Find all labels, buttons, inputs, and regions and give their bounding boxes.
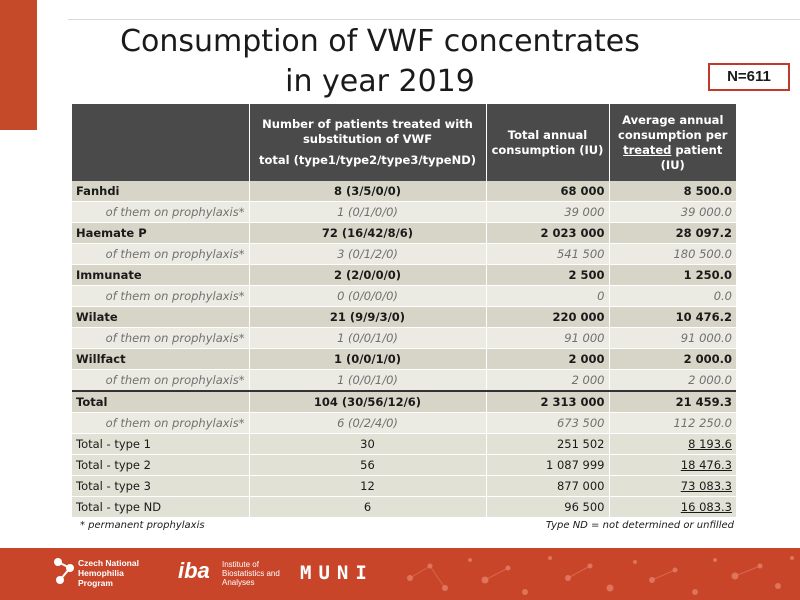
row-patients: 1 (0/0/1/0): [249, 370, 486, 392]
table-row: [72, 244, 736, 265]
table-row: [72, 307, 736, 328]
row-total: 2 000: [486, 370, 609, 392]
table-row: [72, 265, 736, 286]
row-label: Total - type 2: [72, 455, 249, 476]
row-patients: 104 (30/56/12/6): [249, 391, 486, 413]
row-label: Total - type 1: [72, 434, 249, 455]
row-label: Total - type ND: [72, 497, 249, 518]
row-average: 2 000.0: [609, 349, 736, 370]
row-total: 1 087 999: [486, 455, 609, 476]
row-patients: 2 (2/0/0/0): [249, 265, 486, 286]
n-badge: N=611: [708, 63, 790, 91]
header-patients: [249, 104, 486, 181]
dot-network-decoration: [390, 548, 800, 600]
table-row: [72, 455, 736, 476]
iba-logo-text: Institute of Biostatistics and Analyses: [222, 560, 280, 587]
row-patients: 1 (0/1/0/0): [249, 202, 486, 223]
table-row: [72, 497, 736, 518]
row-total: 68 000: [486, 181, 609, 202]
table-row: [72, 286, 736, 307]
row-average: 16 083.3: [609, 497, 736, 518]
row-total: 91 000: [486, 328, 609, 349]
row-average: 8 500.0: [609, 181, 736, 202]
iba-logo-mark: iba: [178, 558, 210, 583]
row-label: of them on prophylaxis*: [72, 202, 249, 223]
row-average: 10 476.2: [609, 307, 736, 328]
row-total: 2 023 000: [486, 223, 609, 244]
row-average: 28 097.2: [609, 223, 736, 244]
table-header-row: [72, 104, 736, 181]
title-line-2: in year 2019: [285, 64, 475, 99]
accent-block: [0, 0, 37, 130]
row-label: Willfact: [72, 349, 249, 370]
header-avg-pre: Average annual consumption per: [618, 112, 728, 142]
row-label: of them on prophylaxis*: [72, 328, 249, 349]
row-patients: 1 (0/0/1/0): [249, 349, 486, 370]
row-average: 2 000.0: [609, 370, 736, 392]
row-label: Haemate P: [72, 223, 249, 244]
table-row: [72, 181, 736, 202]
row-average: 39 000.0: [609, 202, 736, 223]
row-average: 91 000.0: [609, 328, 736, 349]
row-label: Total: [72, 391, 249, 413]
row-total: 673 500: [486, 413, 609, 434]
row-total: 877 000: [486, 476, 609, 497]
row-label: of them on prophylaxis*: [72, 244, 249, 265]
header-avg-post: patient (IU): [660, 142, 723, 172]
row-total: 2 000: [486, 349, 609, 370]
row-patients: 0 (0/0/0/0): [249, 286, 486, 307]
row-label: of them on prophylaxis*: [72, 370, 249, 392]
row-total: 2 500: [486, 265, 609, 286]
row-average: 18 476.3: [609, 455, 736, 476]
row-patients: 12: [249, 476, 486, 497]
top-rule: [68, 19, 800, 20]
row-total: 96 500: [486, 497, 609, 518]
row-label: Total - type 3: [72, 476, 249, 497]
row-average: 73 083.3: [609, 476, 736, 497]
table-row: [72, 413, 736, 434]
cnhp-logo-text: Czech National Hemophilia Program: [78, 558, 139, 588]
molecule-icon: [52, 556, 76, 586]
row-average: 0.0: [609, 286, 736, 307]
row-label: Immunate: [72, 265, 249, 286]
row-label: of them on prophylaxis*: [72, 286, 249, 307]
row-patients: 8 (3/5/0/0): [249, 181, 486, 202]
cnhp-logo: [52, 556, 172, 592]
header-product: [72, 104, 249, 181]
table-row: [72, 223, 736, 244]
row-patients: 6: [249, 497, 486, 518]
row-patients: 1 (0/0/1/0): [249, 328, 486, 349]
footnote-prophylaxis: * permanent prophylaxis: [80, 520, 205, 531]
row-average: 8 193.6: [609, 434, 736, 455]
iba-logo: [178, 554, 288, 594]
header-patients-line2: total (type1/type2/type3/typeND): [259, 153, 476, 167]
header-avg-underlined: treated: [623, 142, 672, 157]
row-patients: 56: [249, 455, 486, 476]
header-total-consumption: Total annual consumption (IU): [486, 104, 609, 181]
table-row: [72, 202, 736, 223]
table-row: [72, 328, 736, 349]
row-label: Wilate: [72, 307, 249, 328]
row-label: Fanhdi: [72, 181, 249, 202]
row-patients: 6 (0/2/4/0): [249, 413, 486, 434]
row-patients: 21 (9/9/3/0): [249, 307, 486, 328]
table-row: [72, 370, 736, 392]
row-patients: 3 (0/1/2/0): [249, 244, 486, 265]
table-row-total: [72, 391, 736, 413]
row-total: 251 502: [486, 434, 609, 455]
footer-bar: [0, 548, 800, 600]
table-row: [72, 476, 736, 497]
row-average: 21 459.3: [609, 391, 736, 413]
row-total: 2 313 000: [486, 391, 609, 413]
muni-logo: MUNI: [300, 562, 374, 584]
table-row: [72, 434, 736, 455]
row-average: 112 250.0: [609, 413, 736, 434]
consumption-table: [72, 104, 736, 518]
row-total: 541 500: [486, 244, 609, 265]
row-total: 220 000: [486, 307, 609, 328]
row-total: 39 000: [486, 202, 609, 223]
row-patients: 30: [249, 434, 486, 455]
page-title: [100, 22, 660, 102]
header-patients-line1: Number of patients treated with substitution of VWF: [262, 117, 473, 146]
row-patients: 72 (16/42/8/6): [249, 223, 486, 244]
row-average: 180 500.0: [609, 244, 736, 265]
table-row: [72, 349, 736, 370]
header-average-consumption: [609, 104, 736, 181]
title-line-1: Consumption of VWF concentrates: [120, 24, 640, 59]
row-average: 1 250.0: [609, 265, 736, 286]
row-label: of them on prophylaxis*: [72, 413, 249, 434]
footnote-type-nd: Type ND = not determined or unfilled: [545, 520, 734, 531]
row-total: 0: [486, 286, 609, 307]
